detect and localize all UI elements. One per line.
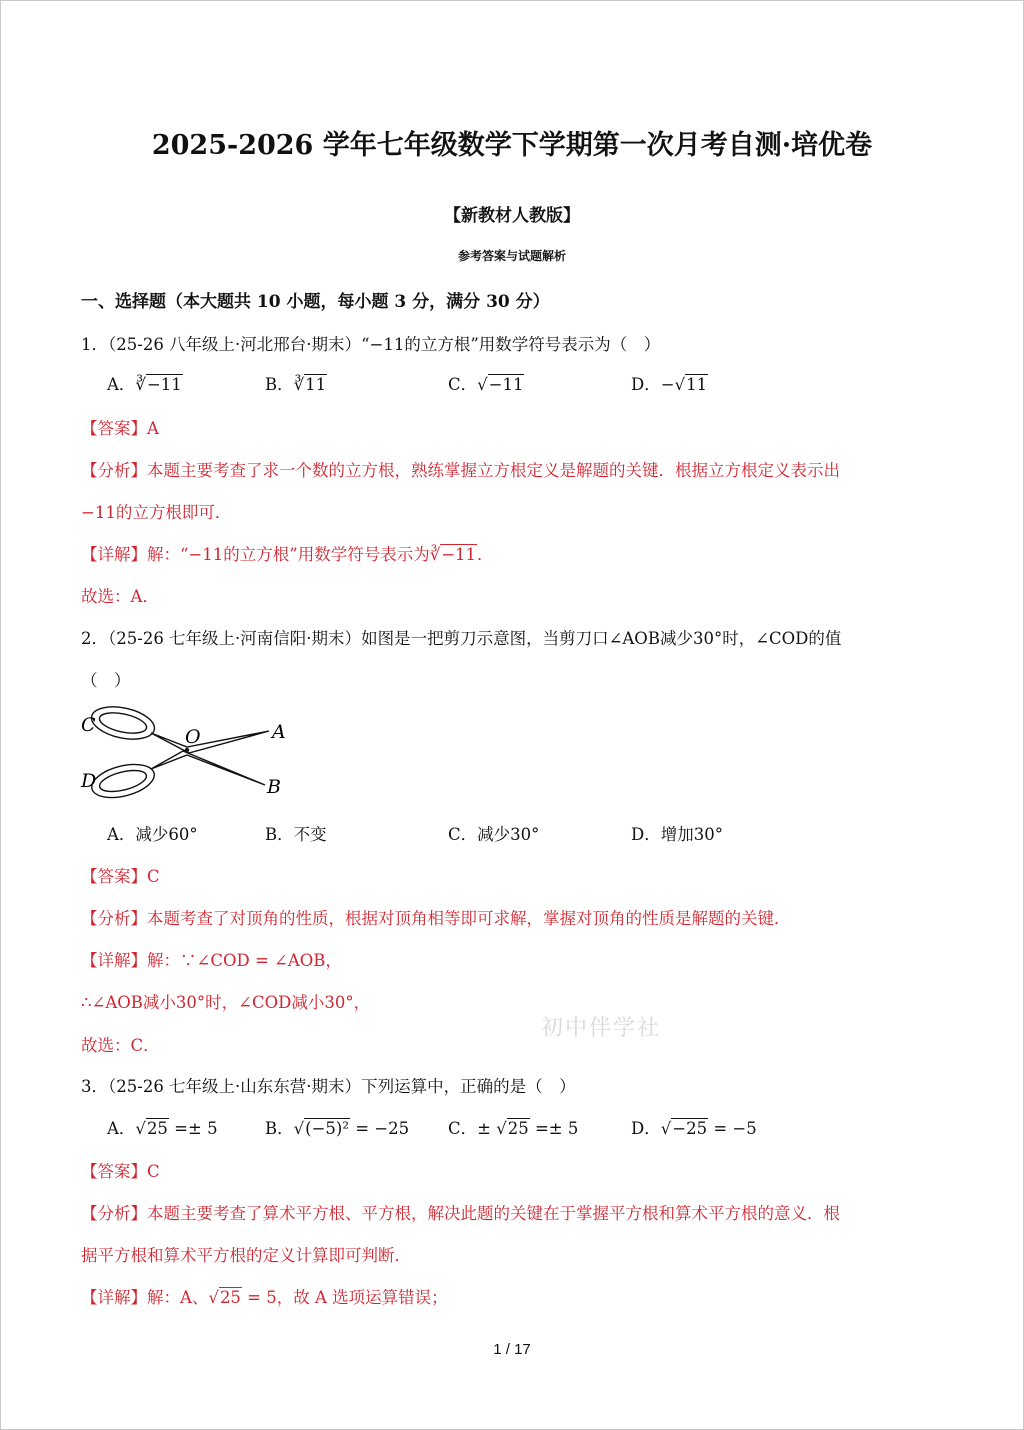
q2-option-d: D．增加30° xyxy=(631,825,723,844)
pivot-point xyxy=(185,748,189,752)
q3-answer: 【答案】C xyxy=(81,1162,160,1181)
page-title: 2025-2026 学年七年级数学下学期第一次月考自测·培优卷 xyxy=(151,130,873,161)
q2-option-b: B．不变 xyxy=(265,825,327,844)
question-2-bracket: （ ） xyxy=(81,671,131,690)
label-o: O xyxy=(185,726,201,748)
q3-detail: 【详解】解：A、√25 = 5，故 A 选项运算错误； xyxy=(81,1288,448,1307)
q1-conclusion: 故选：A． xyxy=(81,587,159,606)
q2-option-c: C．减少30° xyxy=(448,825,540,844)
edition-subtitle: 【新教材人教版】 xyxy=(444,206,580,226)
question-text: “−11的立方根”用数学符号表示为（ ） xyxy=(361,335,661,354)
q1-option-d: D．−√11 xyxy=(631,375,708,394)
q1-analysis-cont: −11的立方根即可． xyxy=(81,503,232,522)
q1-answer: 【答案】A xyxy=(81,419,159,438)
q1-detail: 【详解】解：“−11的立方根”用数学符号表示为∛−11． xyxy=(81,545,494,564)
q3-option-d: D．√−25 = −5 xyxy=(631,1119,757,1138)
q2-analysis: 【分析】本题考查了对顶角的性质，根据对顶角相等即可求解，掌握对顶角的性质是解题的关键． xyxy=(81,909,791,928)
q3-analysis: 【分析】本题主要考查了算术平方根、平方根，解决此题的关键在于掌握平方根和算术平方根的意义．根 xyxy=(81,1204,840,1223)
q3-analysis-cont: 据平方根和算术平方根的定义计算即可判断． xyxy=(81,1246,411,1265)
q2-detail-cont: ∴∠AOB减小30°时，∠COD减小30°， xyxy=(81,993,371,1012)
label-a: A xyxy=(272,721,286,743)
page-number: 1 / 17 xyxy=(493,1341,531,1358)
q1-option-b: B．∛11 xyxy=(265,375,327,394)
question-3: 3．（25-26 七年级上·山东东营·期末）下列运算中，正确的是（ ） xyxy=(81,1077,576,1096)
q1-option-a: A．∛−11 xyxy=(107,375,182,394)
q2-conclusion: 故选：C． xyxy=(81,1036,160,1055)
section-heading: 一、选择题（本大题共 10 小题，每小题 3 分，满分 30 分） xyxy=(81,292,550,312)
q2-detail: 【详解】解：∵∠COD = ∠AOB， xyxy=(81,951,342,970)
label-d: D xyxy=(81,770,97,792)
question-number: 1． xyxy=(81,335,108,354)
scissors-figure xyxy=(79,701,299,806)
question-2: 2．（25-26 七年级上·河南信阳·期末）如图是一把剪刀示意图，当剪刀口∠AOB减少30°时，∠COD的值 xyxy=(81,629,842,648)
answer-key-heading: 参考答案与试题解析 xyxy=(457,249,566,263)
q3-option-b: B．√(−5)² = −25 xyxy=(265,1119,410,1138)
label-b: B xyxy=(267,776,281,798)
watermark: 初中伴学社 xyxy=(541,1016,662,1041)
q1-option-c: C．√−11 xyxy=(448,375,524,394)
q3-option-c: C．± √25 =± 5 xyxy=(448,1119,579,1138)
q2-answer: 【答案】C xyxy=(81,867,160,886)
q2-option-a: A．减少60° xyxy=(107,825,198,844)
question-1 xyxy=(81,331,660,355)
q3-option-a: A．√25 =± 5 xyxy=(107,1119,218,1138)
label-c: C xyxy=(81,714,96,736)
q1-analysis: 【分析】本题主要考查了求一个数的立方根，熟练掌握立方根定义是解题的关键．根据立方根定义表示出 xyxy=(81,461,840,480)
question-source: （25-26 八年级上·河北邢台·期末） xyxy=(108,335,362,354)
